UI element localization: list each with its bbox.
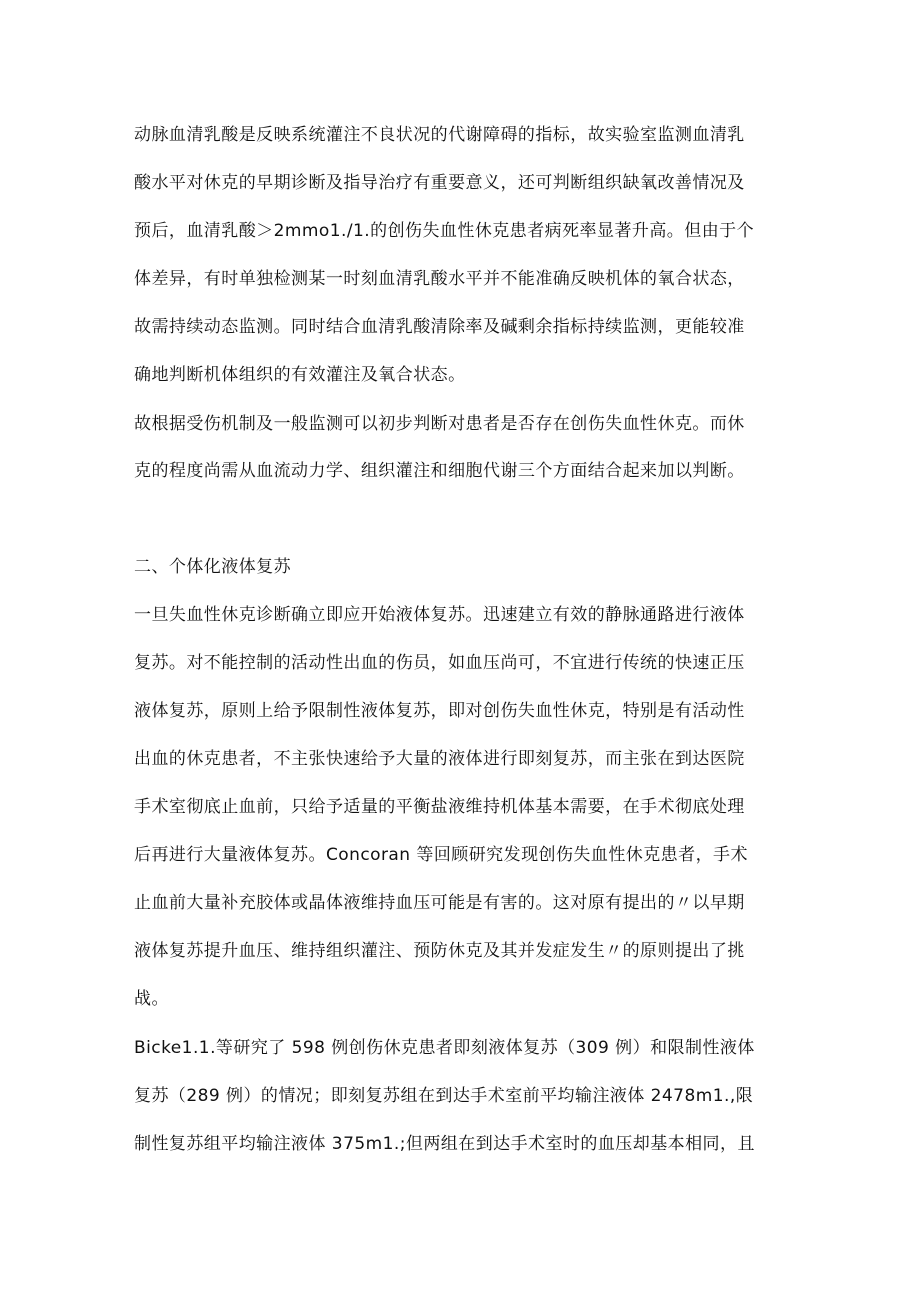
paragraph-bickell-line: 复苏（289 例）的情况；即刻复苏组在到达手术室前平均输注液体 2478m1.,限: [134, 1086, 754, 1106]
paragraph-bickell-line: Bicke1.1.等研究了 598 例创伤休克患者即刻液体复苏（309 例）和限制性液体: [134, 1038, 755, 1058]
paragraph-resuscitation-line: 复苏。对不能控制的活动性出血的伤员，如血压尚可，不宜进行传统的快速正压: [134, 653, 745, 673]
paragraph-diagnosis-line: 克的程度尚需从血流动力学、组织灌注和细胞代谢三个方面结合起来加以判断。: [134, 461, 745, 481]
section-heading: 二、个体化液体复苏: [134, 557, 292, 577]
paragraph-lactate-line: 确地判断机体组织的有效灌注及氧合状态。: [134, 365, 466, 385]
paragraph-lactate-line: 故需持续动态监测。同时结合血清乳酸清除率及碱剩余指标持续监测，更能较准: [134, 317, 745, 337]
paragraph-resuscitation-line: 止血前大量补充胶体或晶体液维持血压可能是有害的。这对原有提出的〃以早期: [134, 893, 745, 913]
paragraph-resuscitation-line: 出血的休克患者，不主张快速给予大量的液体进行即刻复苏，而主张在到达医院: [134, 749, 745, 769]
paragraph-lactate-line: 预后，血清乳酸＞2mmo1./1.的创伤失血性休克患者病死率显著升高。但由于个: [134, 221, 755, 241]
paragraph-diagnosis-line: 故根据受伤机制及一般监测可以初步判断对患者是否存在创伤失血性休克。而休: [134, 414, 745, 434]
paragraph-lactate-line: 体差异，有时单独检测某一时刻血清乳酸水平并不能准确反映机体的氧合状态，: [134, 269, 745, 289]
paragraph-bickell-line: 制性复苏组平均输注液体 375m1.;但两组在到达手术室时的血压却基本相同，且: [134, 1134, 755, 1154]
paragraph-lactate-line: 动脉血清乳酸是反映系统灌注不良状况的代谢障碍的指标，故实验室监测血清乳: [134, 125, 745, 145]
paragraph-resuscitation-line: 后再进行大量液体复苏。Concoran 等回顾研究发现创伤失血性休克患者，手术: [134, 845, 748, 865]
paragraph-resuscitation-line: 手术室彻底止血前，只给予适量的平衡盐液维持机体基本需要，在手术彻底处理: [134, 797, 745, 817]
paragraph-resuscitation-line: 一旦失血性休克诊断确立即应开始液体复苏。迅速建立有效的静脉通路进行液体: [134, 605, 745, 625]
paragraph-lactate-line: 酸水平对休克的早期诊断及指导治疗有重要意义，还可判断组织缺氧改善情况及: [134, 173, 745, 193]
paragraph-resuscitation-line: 液体复苏，原则上给予限制性液体复苏，即对创伤失血性休克，特别是有活动性: [134, 701, 745, 721]
paragraph-resuscitation-line: 液体复苏提升血压、维持组织灌注、预防休克及其并发症发生〃的原则提出了挑: [134, 941, 745, 961]
paragraph-resuscitation-line: 战。: [134, 989, 169, 1009]
